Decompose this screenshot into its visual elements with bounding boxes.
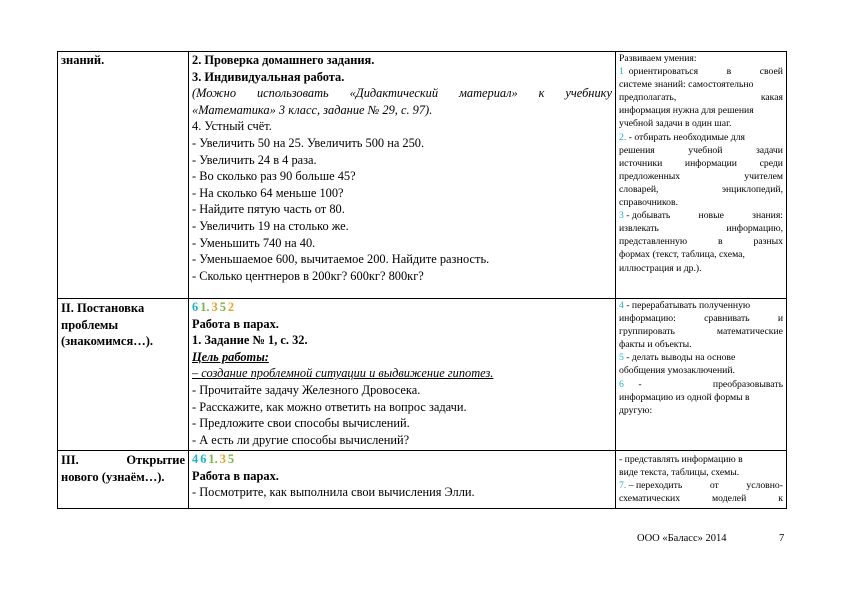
- skill-number: 5: [619, 352, 624, 364]
- skills-cell: [616, 299, 787, 451]
- skill-line: представленную в разных: [619, 236, 783, 248]
- skill-line: системе знаний: самостоятельно: [619, 79, 754, 91]
- content-cell: [189, 299, 616, 451]
- skills-cell: [616, 52, 787, 299]
- list-item: - Уменьшаемое 600, вычитаемое 200. Найдите разность.: [192, 252, 490, 267]
- content-line: 4. Устный счёт.: [192, 119, 272, 134]
- content-cell: [189, 451, 616, 509]
- content-line: Цель работы:: [192, 349, 269, 364]
- skill-line: группировать математические: [619, 326, 783, 338]
- stage-label: II. Постановка: [61, 301, 145, 315]
- content-line: 3. Индивидуальная работа.: [192, 69, 345, 84]
- content-line-justified: (Можно использовать «Дидактический материал» к учебнику: [192, 86, 612, 101]
- content-line: «Математика» 3 класс, задание № 29, с. 97).: [192, 102, 433, 117]
- content-line: Работа в парах.: [192, 316, 279, 331]
- skill-number: 2.: [619, 131, 627, 143]
- stage-label-justified: III. Открытие: [61, 453, 185, 467]
- skill-number: 3: [619, 210, 624, 222]
- list-item: - Уменьшить 740 на 40.: [192, 235, 316, 250]
- page-number: 7: [779, 533, 785, 544]
- skill-line: информацию из одной формы в: [619, 391, 750, 403]
- stage-cell: [58, 299, 189, 451]
- table-row: [58, 52, 787, 299]
- skill-line: справочников.: [619, 197, 679, 209]
- skill-line: извлекать информацию,: [619, 223, 783, 235]
- skill-line: 7. – переходить от условно-: [619, 480, 783, 492]
- skill-line: 2. - отбирать необходимые для: [619, 131, 745, 143]
- skill-number: 6: [619, 378, 624, 390]
- skill-line: 3 - добывать новые знания:: [619, 210, 783, 222]
- content-cell: [189, 52, 616, 299]
- stage-cell: [58, 451, 189, 509]
- skill-line: другую:: [619, 404, 653, 416]
- skill-line: - представлять информацию в: [619, 454, 743, 465]
- skill-numbers: 6 1. 3 5 2: [192, 300, 235, 314]
- footer-publisher: ООО «Баласс» 2014: [637, 533, 727, 544]
- skill-line: решения учебной задачи: [619, 144, 783, 156]
- skill-line: схематических моделей к: [619, 493, 783, 505]
- skill-line: словарей, энциклопедий,: [619, 183, 783, 195]
- skill-numbers: 4 6 1. 3 5: [192, 452, 235, 466]
- skill-line: информация нужна для решения: [619, 105, 754, 117]
- stage-label: нового (узнаём…).: [61, 469, 165, 484]
- list-item: - Предложите свои способы вычислений.: [192, 416, 410, 431]
- skill-line: 5 - делать выводы на основе: [619, 352, 736, 364]
- skill-number: 4: [619, 300, 624, 311]
- skills-heading: Развиваем умения:: [619, 53, 697, 64]
- table-row: [58, 451, 787, 509]
- list-item: - Сколько центнеров в 200кг? 600кг? 800кг?: [192, 268, 424, 283]
- list-item: - Увеличить 24 в 4 раза.: [192, 152, 317, 167]
- list-item: - А есть ли другие способы вычислений?: [192, 432, 410, 447]
- skill-number: 7.: [619, 480, 627, 492]
- skill-line: обобщения умозаключений.: [619, 365, 735, 377]
- skill-line: иллюстрация и др.).: [619, 262, 702, 274]
- stage-cell: [58, 52, 189, 299]
- skill-line: факты и объекты.: [619, 339, 692, 351]
- skill-line: источники информации среди: [619, 157, 783, 169]
- skill-line: 6 - преобразовывать: [619, 378, 783, 390]
- skill-line: виде текста, таблицы, схемы.: [619, 467, 740, 479]
- stage-label: знаний.: [61, 53, 105, 67]
- list-item: - Посмотрите, как выполнила свои вычисления Элли.: [192, 485, 475, 500]
- table-row: [58, 299, 787, 451]
- skill-line: предполагать, какая: [619, 92, 783, 104]
- list-item: - На сколько 64 меньше 100?: [192, 185, 344, 200]
- skills-cell: [616, 451, 787, 509]
- skill-line: информацию: сравнивать и: [619, 313, 783, 325]
- list-item: - Во сколько раз 90 больше 45?: [192, 169, 356, 184]
- skill-line: 1 ориентироваться в своей: [619, 66, 783, 78]
- list-item: - Расскажите, как можно ответить на вопрос задачи.: [192, 399, 467, 414]
- lesson-table: [57, 51, 787, 509]
- list-item: - Найдите пятую часть от 80.: [192, 202, 345, 217]
- skill-number: 1: [619, 66, 624, 78]
- list-item: - Прочитайте задачу Железного Дровосека.: [192, 382, 421, 397]
- list-item: - Увеличить 50 на 25. Увеличить 500 на 250.: [192, 135, 425, 150]
- stage-label: проблемы: [61, 317, 119, 332]
- skill-line: 4 - перерабатывать полученную: [619, 300, 751, 311]
- content-line: 1. Задание № 1, с. 32.: [192, 333, 308, 348]
- skill-line: предложенных учителем: [619, 170, 783, 182]
- skill-line: учебной задачи в один шаг.: [619, 118, 732, 130]
- content-line: Работа в парах.: [192, 468, 279, 483]
- skill-line: формах (текст, таблица, схема,: [619, 249, 745, 261]
- stage-label: (знакомимся…).: [61, 334, 154, 348]
- list-item: - Увеличить 19 на столько же.: [192, 218, 349, 233]
- content-line: – создание проблемной ситуации и выдвижение гипотез.: [192, 366, 494, 381]
- content-line: 2. Проверка домашнего задания.: [192, 53, 375, 67]
